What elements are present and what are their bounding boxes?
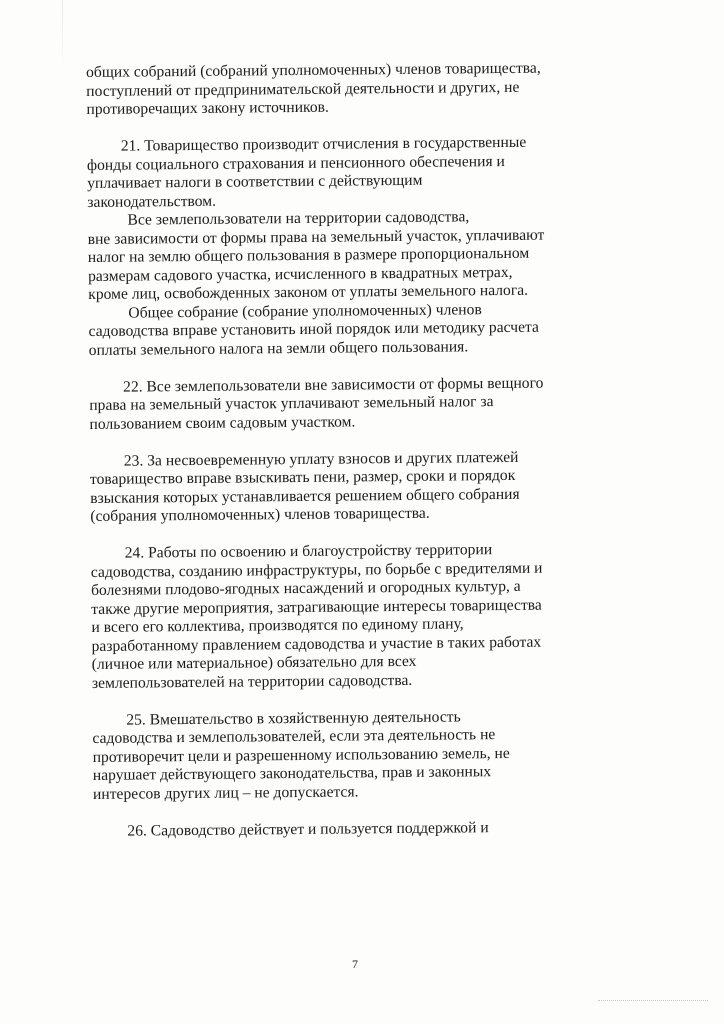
text-line: общих собраний (собраний уполномоченных) членов товарищества, [86, 59, 541, 81]
paragraph-start: Все землепользователи на территории садоводства, [127, 208, 470, 229]
text-line: законодательством. [87, 192, 217, 211]
text-line: товарищество вправе взыскивать пени, размер, сроки и порядок [89, 466, 516, 488]
text-line: размерам садового участка, исчисленного в квадратных метрах, [87, 263, 513, 285]
text-line: также другие мероприятия, затрагивающие интересы товарищества [91, 596, 542, 618]
text-line: кроме лиц, освобожденных законом от уплаты земельного налога. [88, 281, 529, 303]
text-line: землепользователей на территории садоводства. [91, 671, 413, 692]
text-line: и всего его коллектива, производятся по единому плану, [91, 615, 464, 636]
text-line: противоречащих закону источников. [86, 98, 329, 118]
scan-edge-shadow [62, 0, 63, 70]
text-line: садоводства, созданию инфраструктуры, по борьбе с вредителями и [90, 559, 543, 581]
text-line: права на земельный участок уплачивают земельный налог за [89, 393, 494, 414]
text-line: нарушает действующего законодательства, прав и законных [92, 763, 492, 784]
clause-21-start: 21. Товарищество производит отчисления в государственные [120, 133, 527, 155]
text-line: поступлений от предпринимательской деятельности и других, не [86, 78, 520, 100]
text-line: налог на землю общего пользования в размере пропорциональном [87, 244, 530, 266]
text-line: (личное или материальное) обязательно для всех [91, 652, 417, 673]
text-line: болезнями плодово-ягодных насаждений и огородных культур, а [90, 577, 521, 599]
scan-artifact-dots [598, 1000, 708, 1003]
text-line: (собрания уполномоченных) членов товарищества. [90, 504, 430, 525]
text-line: уплачивает налоги в соответствии с действующим [87, 171, 423, 192]
paragraph-start: Общее собрание (собрание уполномоченных) членов [128, 300, 482, 322]
clause-24-start: 24. Работы по освоению и благоустройству территории [124, 541, 493, 562]
text-line: противоречит цели и разрешенному использованию земель, не [92, 744, 510, 766]
clause-23-start: 23. За несвоевременную уплату взносов и других платежей [123, 448, 519, 470]
text-line: фонды социального страхования и пенсионного обеспечения и [86, 152, 505, 174]
text-line: садоводства вправе установить иной порядок или методику расчета [88, 318, 540, 340]
text-line: пользованием своим садовым участком. [89, 412, 356, 433]
text-line: интересов других лиц – не допускается. [92, 782, 359, 803]
clause-22-start: 22. Все землепользователи вне зависимости от формы вещного [123, 374, 544, 396]
clause-25-start: 25. Вмешательство в хозяйственную деятельность [126, 707, 461, 729]
text-line: оплаты земельного налога на земли общего пользования. [88, 337, 469, 359]
page-number: 7 [352, 957, 358, 971]
text-line: садоводства и землепользователей, если эта деятельность не [92, 726, 496, 747]
text-line: разработанному правлением садоводства и участие в таких работах [91, 633, 542, 655]
text-line: вне зависимости от формы права на земельный участок, уплачивают [87, 226, 545, 248]
document-text [86, 59, 613, 841]
clause-26-start: 26. Садоводство действует и пользуется поддержкой и [127, 818, 489, 840]
text-line: взыскания которых устанавливается решением общего собрания [90, 485, 520, 507]
